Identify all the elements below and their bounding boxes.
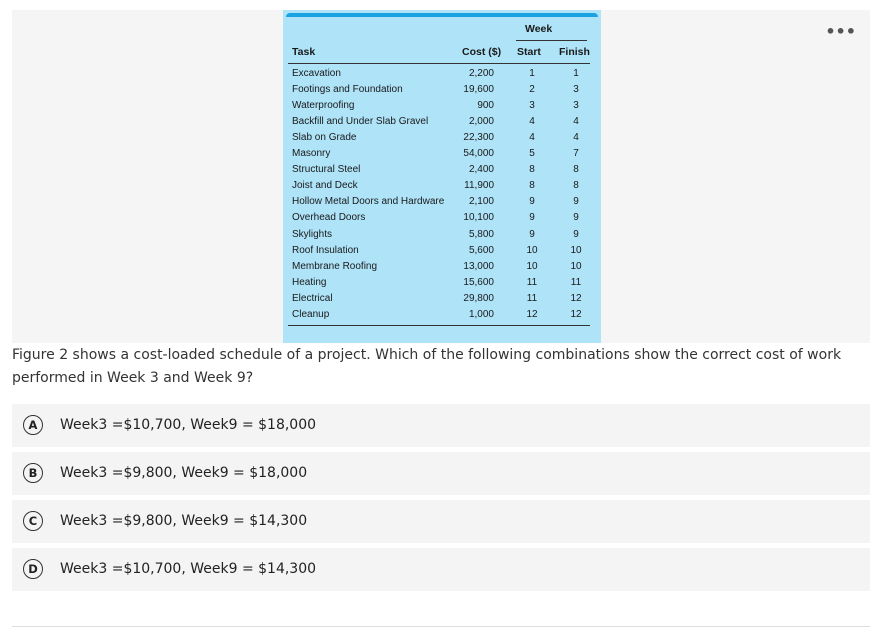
start-cell: 9 — [529, 212, 535, 224]
table-row — [283, 307, 601, 323]
start-cell: 11 — [526, 276, 538, 288]
task-cell: Roof Insulation — [292, 244, 359, 256]
question-text: Figure 2 shows a cost-loaded schedule of a project. Which of the following combinations show the correct cost of work performed in Week 3 and Week 9? — [12, 347, 842, 386]
task-cell: Hollow Metal Doors and Hardware — [292, 196, 445, 208]
table-row — [283, 227, 601, 243]
table-row — [283, 291, 601, 307]
start-cell: 8 — [529, 180, 535, 192]
task-cell: Electrical — [292, 292, 333, 304]
table-row — [283, 275, 601, 291]
finish-cell: 1 — [573, 68, 579, 79]
cost-cell: 54,000 — [463, 148, 494, 160]
start-header: Start — [517, 46, 541, 58]
cost-cell: 1,000 — [468, 308, 494, 320]
start-cell: 4 — [529, 132, 535, 144]
option-b[interactable] — [12, 452, 870, 495]
table-row — [283, 98, 601, 114]
cost-cell: 10,100 — [463, 212, 494, 224]
option-label: Week3 =$10,700, Week9 = $18,000 — [60, 417, 317, 433]
cost-cell: 15,600 — [463, 276, 494, 288]
cost-cell: 11,900 — [464, 180, 494, 192]
cost-cell: 22,300 — [463, 132, 494, 144]
task-cell: Waterproofing — [292, 100, 355, 112]
task-cell: Backfill and Under Slab Gravel — [292, 116, 429, 128]
start-cell: 3 — [529, 100, 535, 112]
table-row — [283, 130, 601, 146]
cost-cell: 19,600 — [463, 84, 494, 96]
option-a[interactable] — [12, 404, 870, 447]
task-cell: Excavation — [292, 68, 341, 79]
start-cell: 10 — [526, 244, 538, 256]
table-row — [283, 178, 601, 194]
table-row — [283, 114, 601, 130]
finish-cell: 8 — [573, 164, 579, 176]
task-cell: Membrane Roofing — [292, 260, 378, 272]
start-cell: 12 — [526, 308, 538, 320]
option-label: Week3 =$9,800, Week9 = $14,300 — [60, 513, 308, 529]
table-row — [283, 259, 601, 275]
start-cell: 9 — [529, 196, 535, 208]
task-cell: Footings and Foundation — [292, 84, 403, 96]
cost-cell: 5,600 — [468, 244, 494, 256]
cost-cell: 2,200 — [468, 68, 494, 79]
task-cell: Heating — [292, 276, 327, 288]
cost-schedule-figure — [283, 10, 601, 343]
finish-cell: 3 — [573, 84, 579, 96]
finish-cell: 3 — [573, 100, 579, 112]
table-row — [283, 82, 601, 98]
cost-cell: 29,800 — [463, 292, 494, 304]
table-row — [283, 162, 601, 178]
task-cell: Cleanup — [292, 308, 330, 320]
option-d[interactable] — [12, 548, 870, 591]
task-cell: Structural Steel — [292, 164, 361, 176]
week-header: Week — [525, 23, 553, 35]
task-cell: Joist and Deck — [292, 180, 358, 192]
cost-cell: 13,000 — [463, 260, 494, 272]
start-cell: 11 — [526, 292, 538, 304]
week-header-rule — [516, 40, 587, 41]
cost-header: Cost ($) — [462, 46, 502, 58]
cost-cell: 900 — [477, 100, 494, 112]
task-cell: Masonry — [292, 148, 331, 160]
start-cell: 1 — [529, 68, 535, 79]
start-cell: 2 — [529, 84, 535, 96]
table-row — [283, 210, 601, 226]
table-row — [283, 66, 601, 82]
option-letter-badge: A — [23, 415, 43, 435]
finish-cell: 8 — [573, 180, 579, 192]
finish-cell: 9 — [573, 196, 579, 208]
finish-cell: 10 — [570, 244, 582, 256]
task-header: Task — [292, 46, 316, 58]
option-letter-badge: B — [23, 463, 43, 483]
header-rule — [288, 63, 590, 64]
table-bottom-rule — [288, 325, 590, 326]
finish-cell: 11 — [570, 276, 582, 288]
option-label: Week3 =$10,700, Week9 = $14,300 — [60, 561, 317, 577]
option-letter-badge: D — [23, 559, 43, 579]
option-letter-badge: C — [23, 511, 43, 531]
finish-cell: 9 — [573, 212, 579, 224]
finish-cell: 12 — [570, 292, 582, 304]
start-cell: 10 — [526, 260, 538, 272]
cost-cell: 2,400 — [468, 164, 494, 176]
start-cell: 5 — [529, 148, 535, 160]
start-cell: 9 — [529, 228, 535, 240]
cost-cell: 2,100 — [468, 196, 494, 208]
finish-cell: 9 — [573, 228, 579, 240]
cost-cell: 5,800 — [468, 228, 494, 240]
cost-cell: 2,000 — [468, 116, 494, 128]
table-row — [283, 194, 601, 210]
more-horizontal-icon[interactable]: ••• — [825, 22, 856, 41]
task-cell: Overhead Doors — [292, 212, 366, 224]
task-cell: Skylights — [292, 228, 333, 240]
finish-cell: 4 — [573, 132, 579, 144]
start-cell: 4 — [529, 116, 535, 128]
finish-cell: 12 — [570, 308, 582, 320]
table-row — [283, 146, 601, 162]
start-cell: 8 — [529, 164, 535, 176]
table-row — [283, 243, 601, 259]
option-c[interactable] — [12, 500, 870, 543]
finish-cell: 7 — [573, 148, 579, 160]
finish-cell: 10 — [570, 260, 582, 272]
option-label: Week3 =$9,800, Week9 = $18,000 — [60, 465, 308, 481]
figure-top-border — [286, 13, 598, 17]
task-cell: Slab on Grade — [292, 132, 357, 144]
finish-header: Finish — [559, 46, 590, 58]
finish-cell: 4 — [573, 116, 579, 128]
